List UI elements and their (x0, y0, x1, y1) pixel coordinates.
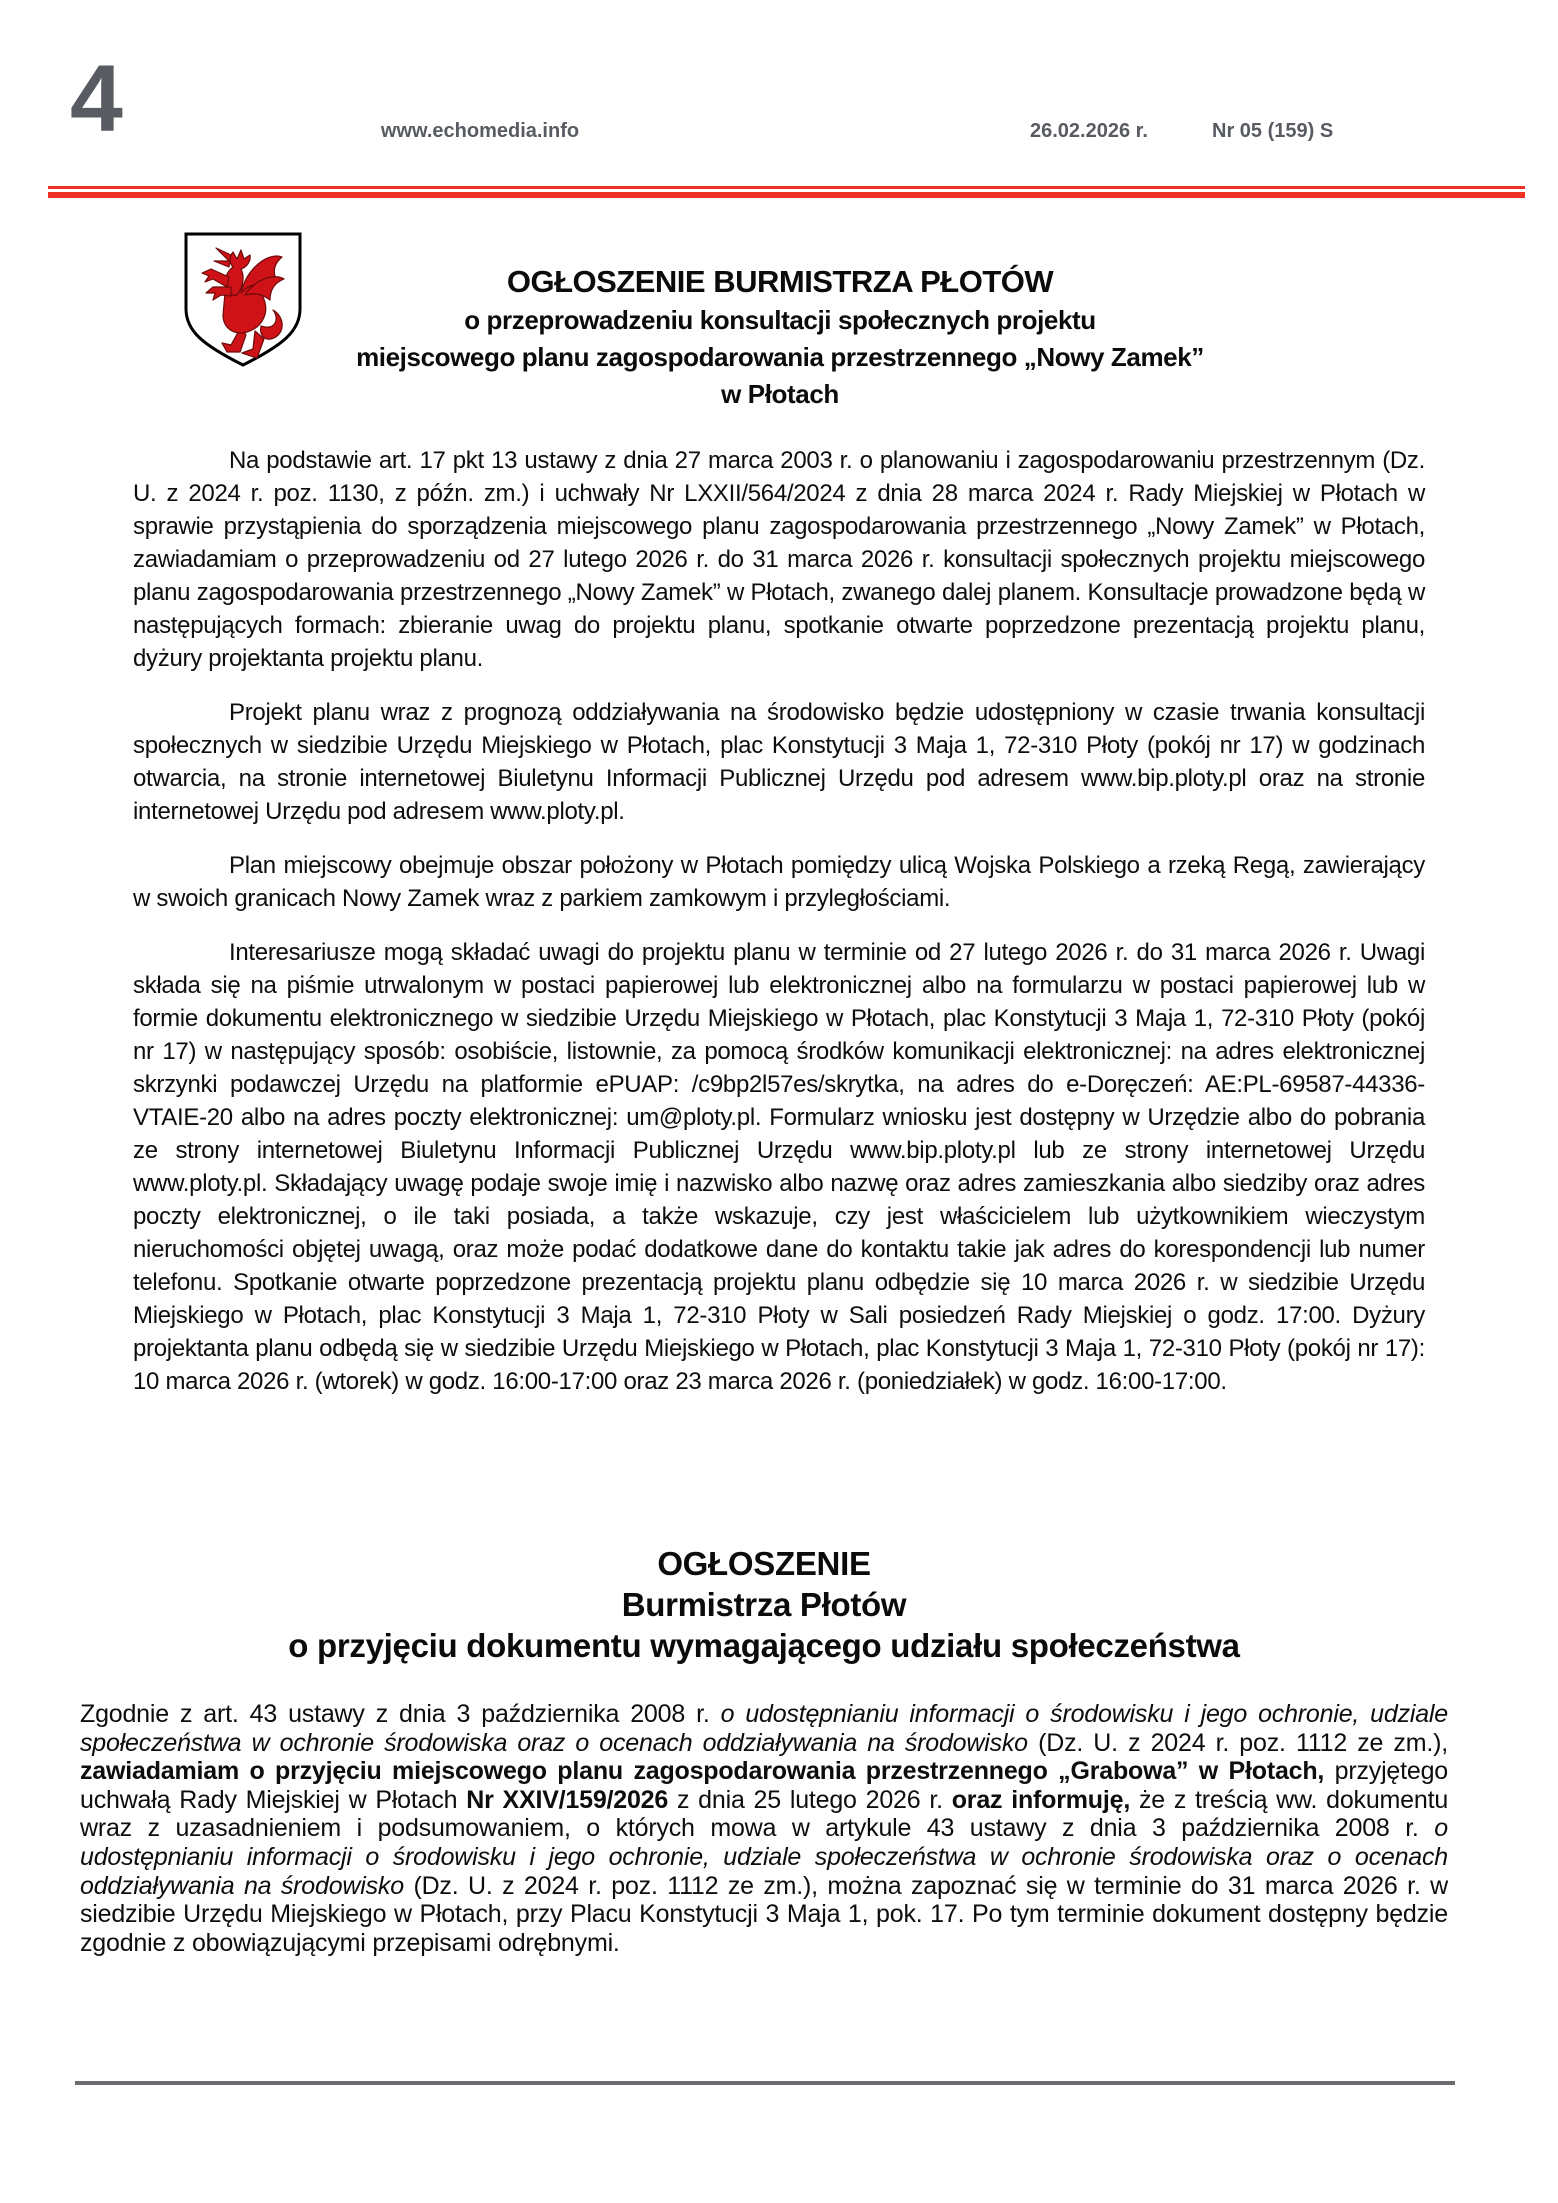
announcement1-title: OGŁOSZENIE BURMISTRZA PŁOTÓW (506, 264, 1054, 299)
announcement2-body: Zgodnie z art. 43 ustawy z dnia 3 października 2008 r. o udostępnianiu informacji o środowisku i jego ochronie, udziale społeczeństwa w ochronie środowiska oraz o ocenach oddziaływania na środowisko (Dz. U. z 2024 r. poz. 1112 ze zm.), zawiadamiam o przyjęciu miejscowego planu zagospodarowania przestrzennego „Grabowa” w Płotach, przyjętego uchwałą Rady Miejskiej w Płotach Nr XXIV/159/2026 z dnia 25 lutego 2026 r. oraz informuję, że z treścią ww. dokumentu wraz z uzasadnieniem i podsumowaniem, o których mowa w artykule 43 ustawy z dnia 3 października 2008 r. o udostępnianiu informacji o środowisku i jego ochronie, udziale społeczeństwa w ochronie środowiska oraz o ocenach oddziaływania na środowisko (Dz. U. z 2024 r. poz. 1112 ze zm.), można zapoznać się w terminie do 31 marca 2026 r. w siedzibie Urzędu Miejskiego w Płotach, przy Placu Konstytucji 3 Maja 1, pok. 17. Po tym terminie dokument dostępny będzie zgodnie z obowiązującymi przepisami odrębnymi. (80, 1700, 1449, 1957)
footer-divider-rule (75, 2081, 1455, 2085)
announcement2-heading (80, 1543, 1448, 1666)
site-url: www.echomedia.info (380, 120, 580, 142)
announcement1-body (133, 444, 1425, 1419)
announcement1-subtitle-1: o przeprowadzeniu konsultacji społecznych projektu (464, 305, 1096, 335)
divider-thick-line (48, 192, 1525, 198)
announcement2-title-line2: Burmistrza Płotów (621, 1586, 907, 1623)
announcement2-title-line3: o przyjęciu dokumentu wymagającego udziału społeczeństwa (288, 1627, 1240, 1664)
announcement1-paragraph-2: Projekt planu wraz z prognozą oddziaływania na środowisko będzie udostępniony w czasie trwania konsultacji społecznych w siedzibie Urzędu Miejskiego w Płotach, plac Konstytucji 3 Maja 1, 72-310 Płoty (pokój nr 17) w godzinach otwarcia, na stronie internetowej Biuletynu Informacji Publicznej Urzędu pod adresem www.bip.ploty.pl oraz na stronie internetowej Urzędu pod adresem www.ploty.pl. (133, 699, 1425, 825)
announcement1-subtitle-2: miejscowego planu zagospodarowania przestrzennego „Nowy Zamek” (356, 342, 1204, 372)
issue-number: Nr 05 (159) S (1212, 120, 1334, 142)
announcement1-paragraph-3: Plan miejscowy obejmuje obszar położony w Płotach pomiędzy ulicą Wojska Polskiego a rzeką Regą, zawierający w swoich granicach Nowy Zamek wraz z parkiem zamkowym i przyległościami. (133, 852, 1425, 912)
page-number: 4 (70, 46, 120, 152)
announcement1-subtitle-3: w Płotach (721, 379, 839, 409)
announcement1-paragraph-4: Interesariusze mogą składać uwagi do projektu planu w terminie od 27 lutego 2026 r. do 31 marca 2026 r. Uwagi składa się na piśmie utrwalonym w postaci papierowej lub elektronicznej albo na formularzu w postaci papierowej lub w formie dokumentu elektronicznego w siedzibie Urzędu Miejskiego w Płotach, plac Konstytucji 3 Maja 1, 72-310 Płoty (pokój nr 17) w następujący sposób: osobiście, listownie, za pomocą środków komunikacji elektronicznej: na adres elektronicznej skrzynki podawczej Urzędu na platformie ePUAP: /c9bp2l57es/skrytka, na adres do e-Doręczeń: AE:PL-69587-44336-VTAIE-20 albo na adres poczty elektronicznej: um@ploty.pl. Formularz wniosku jest dostępny w Urzędzie albo do pobrania ze strony internetowej Biuletynu Informacji Publicznej Urzędu www.bip.ploty.pl lub ze strony internetowej Urzędu www.ploty.pl. Składający uwagę podaje swoje imię i nazwisko albo nazwę oraz adres zamieszkania albo siedziby oraz adres poczty elektronicznej, o ile taki posiada, a także wskazuje, czy jest właścicielem lub użytkownikiem wieczystym nieruchomości objętej uwagą, oraz może podać dodatkowe dane do kontaktu takie jak adres do korespondencji lub numer telefonu. Spotkanie otwarte poprzedzone prezentacją projektu planu odbędzie się 10 marca 2026 r. w siedzibie Urzędu Miejskiego w Płotach, plac Konstytucji 3 Maja 1, 72-310 Płoty w Sali posiedzeń Rady Miejskiej o godz. 17:00. Dyżury projektanta planu odbędą się w siedzibie Urzędu Miejskiego w Płotach, plac Konstytucji 3 Maja 1, 72-310 Płoty (pokój nr 17): 10 marca 2026 r. (wtorek) w godz. 16:00-17:00 oraz 23 marca 2026 r. (poniedziałek) w godz. 16:00-17:00. (133, 939, 1425, 1395)
header-divider-rule (48, 186, 1525, 198)
announcement2-title-line1: OGŁOSZENIE (657, 1545, 871, 1582)
announcement1-heading (260, 262, 1300, 413)
issue-date: 26.02.2026 r. (1030, 120, 1148, 142)
announcement1-paragraph-1: Na podstawie art. 17 pkt 13 ustawy z dnia 27 marca 2003 r. o planowaniu i zagospodarowaniu przestrzennym (Dz. U. z 2024 r. poz. 1130, z późn. zm.) i uchwały Nr LXXII/564/2024 z dnia 28 marca 2024 r. Rady Miejskiej w Płotach w sprawie przystąpienia do sporządzenia miejscowego planu zagospodarowania przestrzennego „Nowy Zamek” w Płotach, zawiadamiam o przeprowadzeniu od 27 lutego 2026 r. do 31 marca 2026 r. konsultacji społecznych projektu miejscowego planu zagospodarowania przestrzennego „Nowy Zamek” w Płotach, zwanego dalej planem. Konsultacje prowadzone będą w następujących formach: zbieranie uwag do projektu planu, spotkanie otwarte poprzedzone prezentacją projektu planu, dyżury projektanta projektu planu. (133, 447, 1425, 672)
